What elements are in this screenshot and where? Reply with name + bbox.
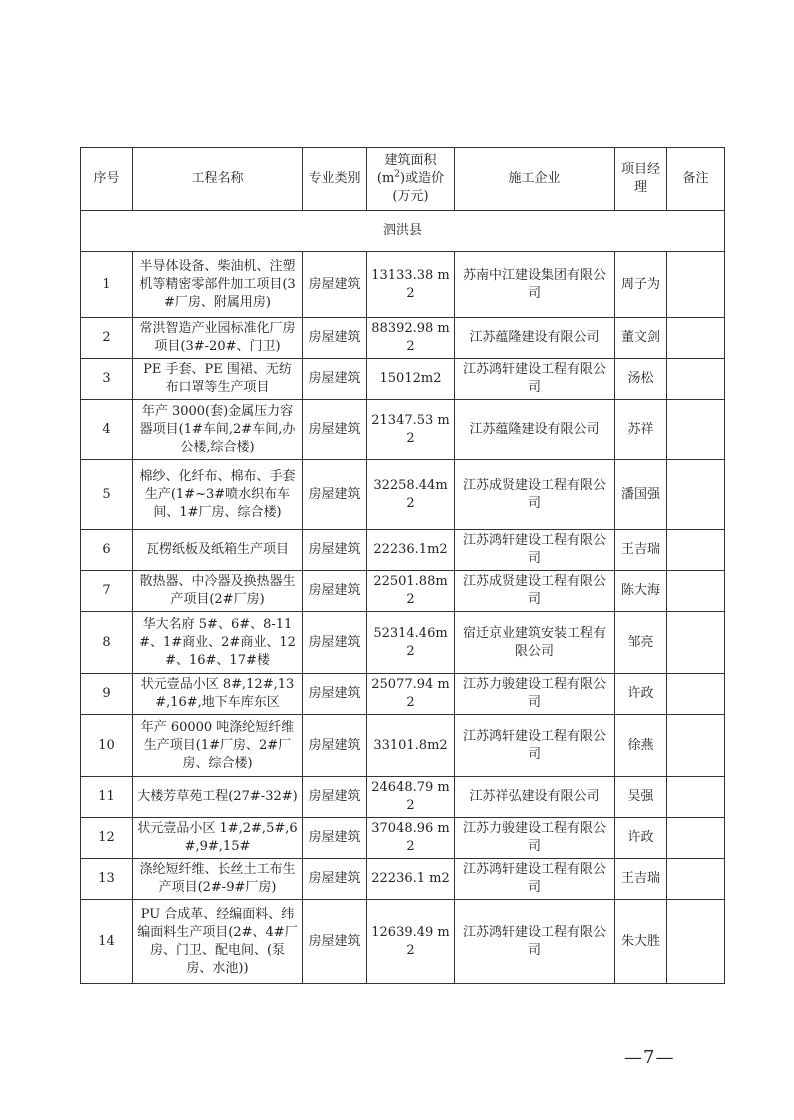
cell-company: 苏南中江建设集团有限公司 [455,252,615,318]
cell-manager: 许政 [615,818,667,859]
cell-category: 房屋建筑 [303,777,367,818]
cell-category: 房屋建筑 [303,359,367,400]
cell-remark [667,530,725,571]
cell-area: 88392.98 m2 [367,318,455,359]
table-row [81,252,725,318]
cell-area: 32258.44m2 [367,460,455,530]
cell-category: 房屋建筑 [303,530,367,571]
header-area-unit: (m [376,171,395,186]
cell-area: 52314.46m2 [367,612,455,674]
cell-manager: 吴强 [615,777,667,818]
cell-name: 年产 60000 吨涤纶短纤维生产项目(1#厂房、2#厂房、综合楼) [133,715,303,777]
cell-area: 22236.1m2 [367,530,455,571]
header-area-prefix: 建筑面积 [384,153,437,168]
cell-manager: 徐燕 [615,715,667,777]
cell-manager: 王吉瑞 [615,530,667,571]
cell-company: 江苏成贤建设工程有限公司 [455,571,615,612]
header-category: 专业类别 [303,148,367,211]
cell-area: 12639.49 m2 [367,900,455,984]
cell-manager: 朱大胜 [615,900,667,984]
cell-manager: 许政 [615,674,667,715]
cell-remark [667,818,725,859]
cell-no: 2 [81,318,133,359]
cell-name: 年产 3000(套)金属压力容器项目(1#车间,2#车间,办公楼,综合楼) [133,400,303,460]
cell-category: 房屋建筑 [303,318,367,359]
cell-area: 22236.1 m2 [367,859,455,900]
cell-name: PU 合成革、经编面料、纬编面料生产项目(2#、4#厂房、门卫、配电间、(泵房、水池)) [133,900,303,984]
cell-manager: 苏祥 [615,400,667,460]
cell-remark [667,571,725,612]
region-label: 泗洪县 [81,211,725,252]
cell-company: 江苏鸿轩建设工程有限公司 [455,530,615,571]
cell-area: 21347.53 m2 [367,400,455,460]
cell-company: 江苏鸿轩建设工程有限公司 [455,859,615,900]
cell-remark [667,859,725,900]
cell-manager: 邹亮 [615,612,667,674]
table-row [81,571,725,612]
header-manager: 项目经理 [615,148,667,211]
cell-no: 3 [81,359,133,400]
cell-name: 常洪智造产业园标准化厂房项目(3#-20#、门卫) [133,318,303,359]
cell-category: 房屋建筑 [303,674,367,715]
cell-manager: 潘国强 [615,460,667,530]
cell-category: 房屋建筑 [303,252,367,318]
cell-name: PE 手套、PE 围裙、无纺布口罩等生产项目 [133,359,303,400]
header-area-suffix: )或造价(万元) [392,171,445,204]
cell-name: 棉纱、化纤布、棉布、手套生产(1#~3#喷水织布车间、1#厂房、综合楼) [133,460,303,530]
cell-company: 江苏鸿轩建设工程有限公司 [455,900,615,984]
cell-no: 4 [81,400,133,460]
table-row [81,859,725,900]
cell-manager: 周子为 [615,252,667,318]
cell-name: 涤纶短纤维、长丝土工布生产项目(2#-9#厂房) [133,859,303,900]
cell-no: 5 [81,460,133,530]
table-row [81,900,725,984]
table-row [81,612,725,674]
table-row [81,460,725,530]
header-name: 工程名称 [133,148,303,211]
cell-remark [667,318,725,359]
cell-name: 状元壹品小区 8#,12#,13#,16#,地下车库东区 [133,674,303,715]
cell-no: 1 [81,252,133,318]
table-row [81,400,725,460]
cell-company: 江苏蕴隆建设有限公司 [455,400,615,460]
cell-category: 房屋建筑 [303,400,367,460]
table-body [81,211,725,984]
cell-name: 半导体设备、柴油机、注塑机等精密零部件加工项目(3#厂房、附属用房) [133,252,303,318]
cell-company: 江苏成贤建设工程有限公司 [455,460,615,530]
cell-remark [667,674,725,715]
cell-category: 房屋建筑 [303,460,367,530]
cell-manager: 王吉瑞 [615,859,667,900]
cell-company: 江苏蕴隆建设有限公司 [455,318,615,359]
cell-category: 房屋建筑 [303,571,367,612]
project-table [80,147,725,984]
cell-company: 江苏力骏建设工程有限公司 [455,674,615,715]
cell-category: 房屋建筑 [303,859,367,900]
cell-remark [667,460,725,530]
cell-category: 房屋建筑 [303,715,367,777]
cell-manager: 陈大海 [615,571,667,612]
header-company: 施工企业 [455,148,615,211]
region-row [81,211,725,252]
cell-name: 瓦楞纸板及纸箱生产项目 [133,530,303,571]
cell-name: 华大名府 5#、6#、8-11#、1#商业、2#商业、12#、16#、17#楼 [133,612,303,674]
cell-remark [667,900,725,984]
cell-company: 江苏祥弘建设有限公司 [455,777,615,818]
table-row [81,530,725,571]
cell-area: 25077.94 m2 [367,674,455,715]
cell-area: 13133.38 m2 [367,252,455,318]
cell-company: 江苏鸿轩建设工程有限公司 [455,359,615,400]
cell-name: 大楼芳草苑工程(27#-32#) [133,777,303,818]
cell-name: 状元壹品小区 1#,2#,5#,6#,9#,15# [133,818,303,859]
table-row [81,777,725,818]
cell-remark [667,359,725,400]
cell-manager: 汤松 [615,359,667,400]
cell-area: 33101.8m2 [367,715,455,777]
header-area [367,148,455,211]
cell-no: 8 [81,612,133,674]
header-index: 序号 [81,148,133,211]
table-row [81,715,725,777]
cell-category: 房屋建筑 [303,818,367,859]
cell-remark [667,612,725,674]
cell-no: 9 [81,674,133,715]
cell-remark [667,252,725,318]
cell-no: 12 [81,818,133,859]
cell-area: 22501.88m2 [367,571,455,612]
table-row [81,674,725,715]
cell-no: 7 [81,571,133,612]
cell-no: 11 [81,777,133,818]
cell-area: 15012m2 [367,359,455,400]
cell-no: 10 [81,715,133,777]
cell-area: 37048.96 m2 [367,818,455,859]
cell-company: 江苏力骏建设工程有限公司 [455,818,615,859]
cell-remark [667,777,725,818]
header-remark: 备注 [667,148,725,211]
table-row [81,318,725,359]
cell-remark [667,400,725,460]
cell-category: 房屋建筑 [303,900,367,984]
cell-manager: 董文剑 [615,318,667,359]
cell-no: 6 [81,530,133,571]
cell-area: 24648.79 m2 [367,777,455,818]
cell-company: 宿迁京业建筑安装工程有限公司 [455,612,615,674]
header-area-sup: 2 [394,169,401,180]
cell-remark [667,715,725,777]
cell-category: 房屋建筑 [303,612,367,674]
cell-company: 江苏鸿轩建设工程有限公司 [455,715,615,777]
header-row [81,148,725,211]
cell-no: 14 [81,900,133,984]
cell-no: 13 [81,859,133,900]
table-row [81,359,725,400]
page-number: —7— [624,1047,675,1068]
table-row [81,818,725,859]
cell-name: 散热器、中冷器及换热器生产项目(2#厂房) [133,571,303,612]
